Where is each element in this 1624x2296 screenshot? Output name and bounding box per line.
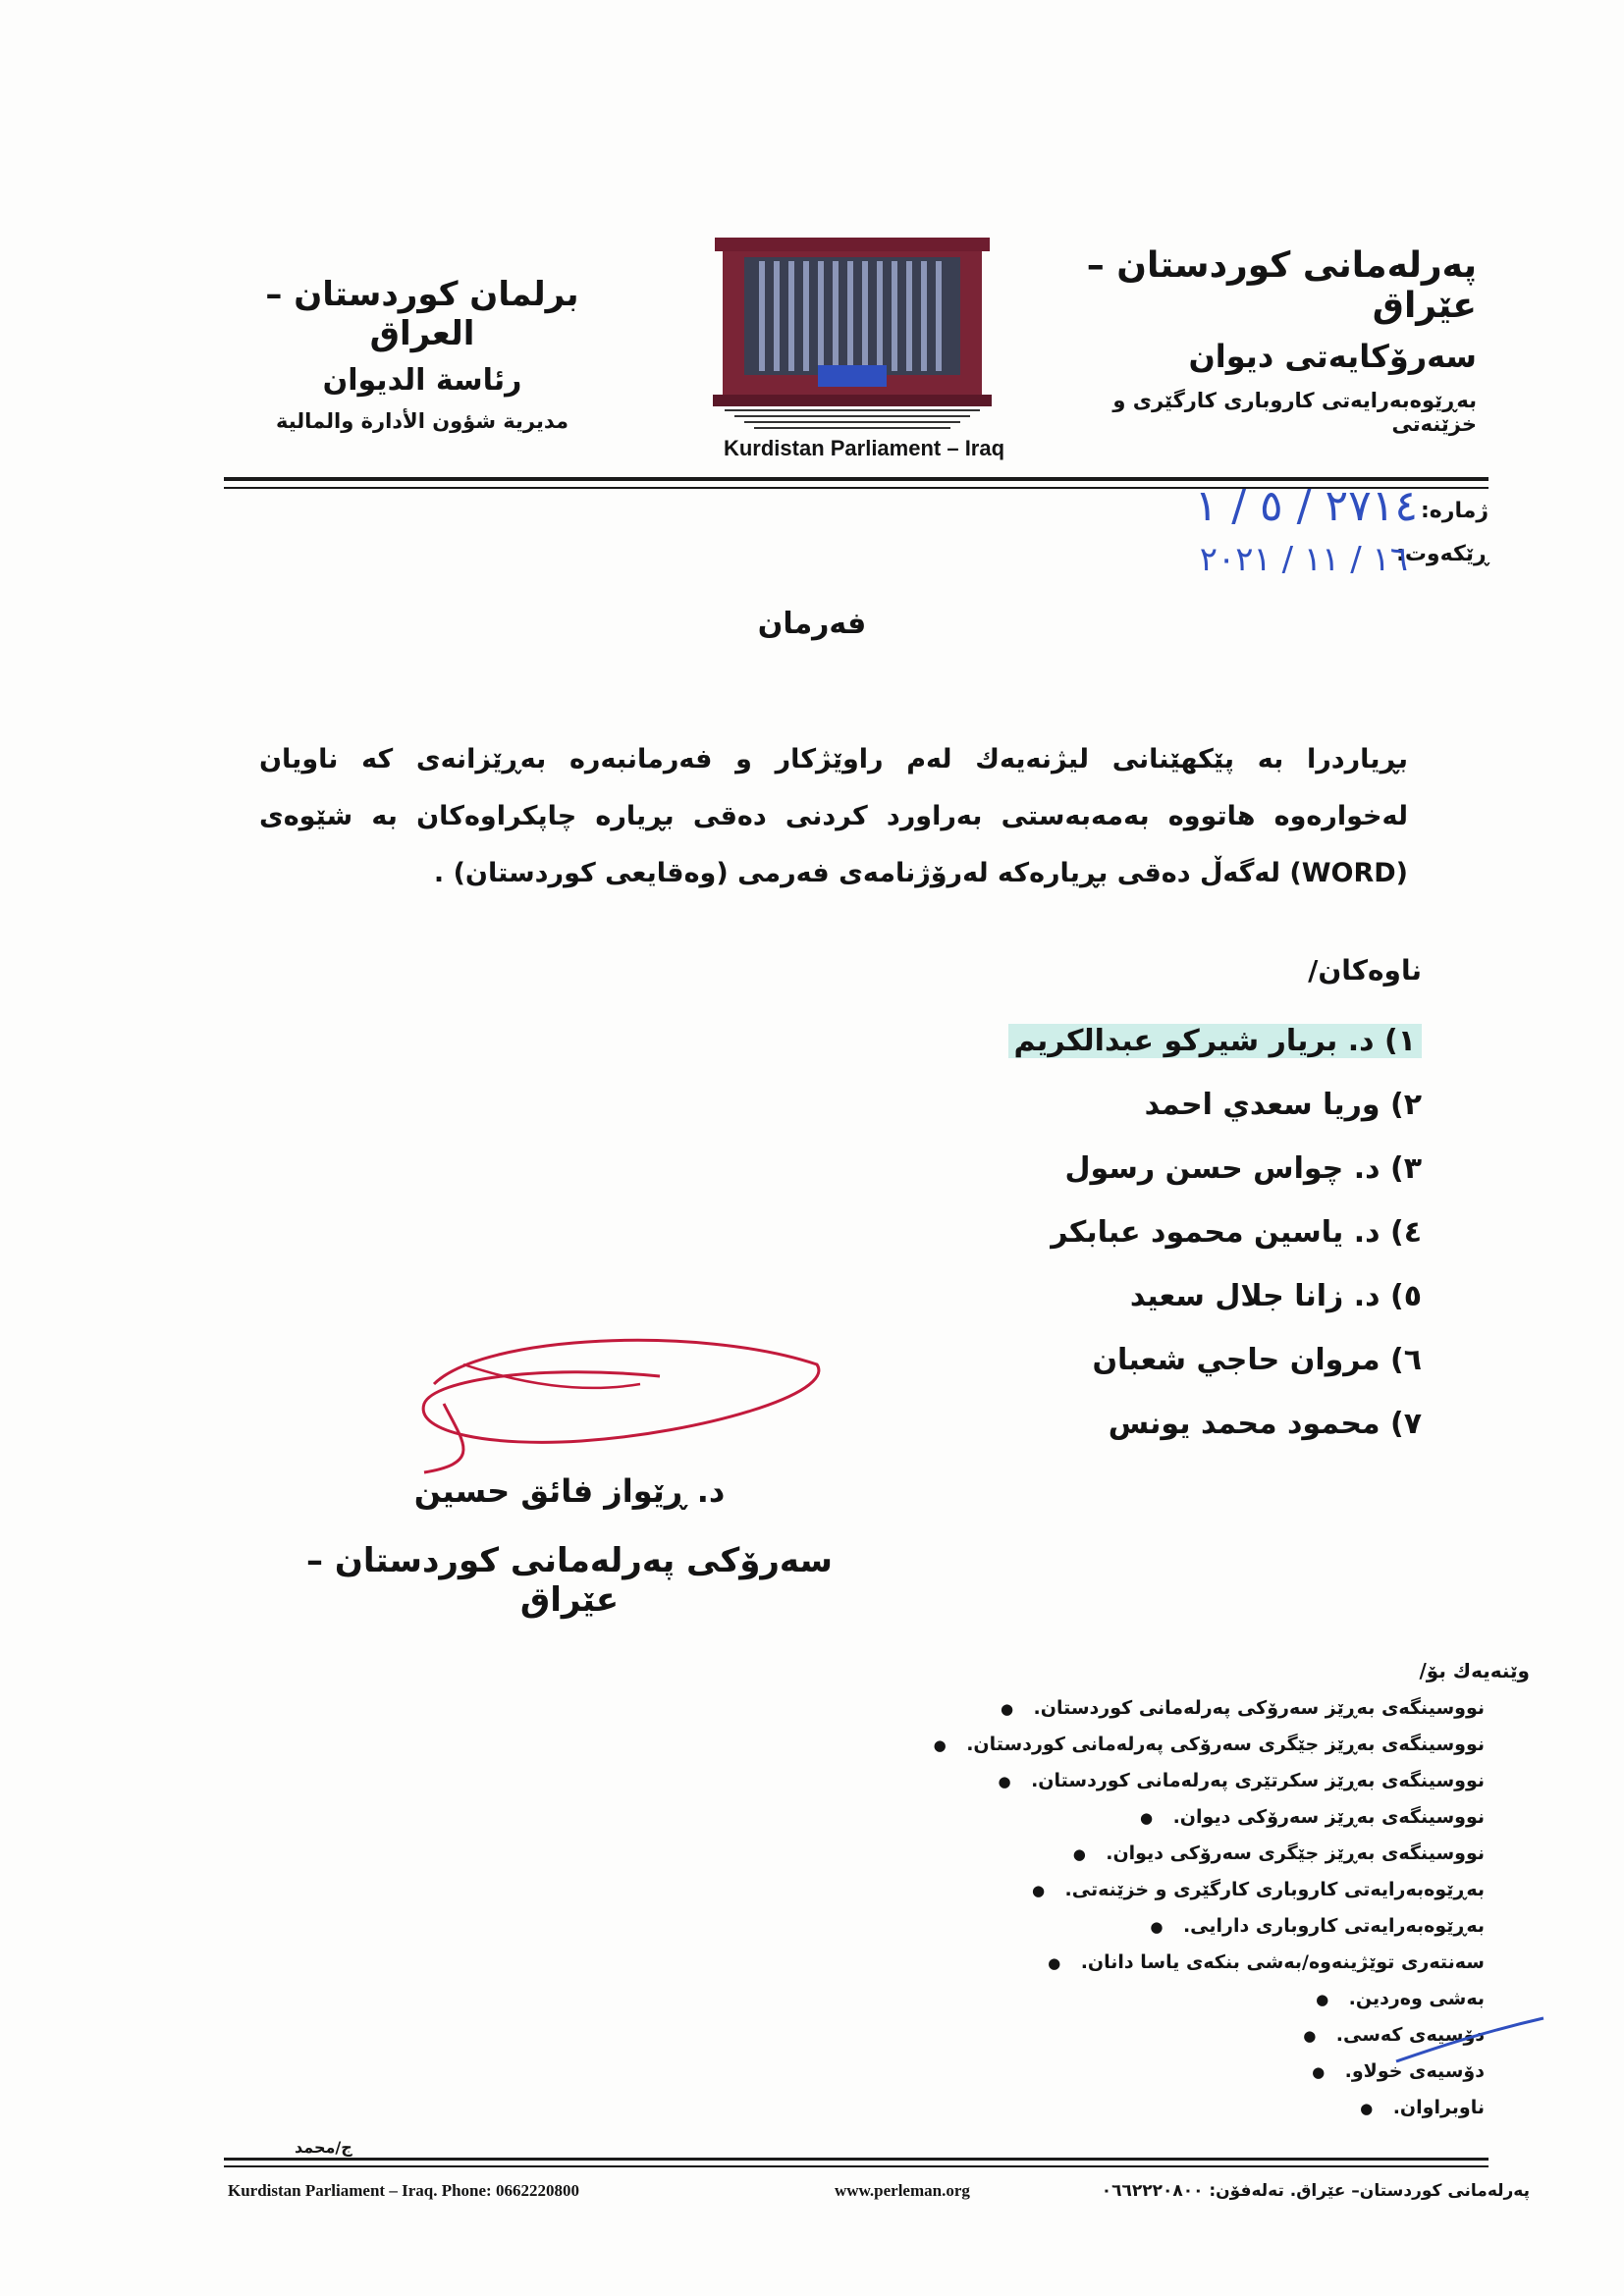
copy-item: بەشی وەردین. ● xyxy=(913,1981,1485,2017)
header-kurdish xyxy=(1045,245,1477,436)
copy-item: ناوبراوان. ● xyxy=(913,2090,1485,2126)
copy-item: نووسینگەی بەڕێز جێگری سەرۆكی دیوان. ● xyxy=(913,1836,1485,1872)
reference-number xyxy=(1421,499,1489,523)
copy-item: دۆسیەی كەسی. ● xyxy=(913,2017,1485,2054)
copy-item: دۆسیەی خولاو. ● xyxy=(913,2054,1485,2090)
copy-item: نووسینگەی بەڕێز جێگری سەرۆكی پەرلەمانی كوردستان. ● xyxy=(913,1727,1485,1763)
header-arabic-line1: برلمان كوردستان – العراق xyxy=(265,275,579,353)
footer-phone-english: Kurdistan Parliament – Iraq. Phone: 0662220800 xyxy=(228,2181,579,2200)
header-arabic xyxy=(226,275,619,433)
copies-heading: وێنەیەك بۆ/ xyxy=(1419,1659,1530,1682)
footer-phone-kurdish: پەرلەمانی كوردستان– عێراق. تەلەفۆن: ٠٦٦٢٢٢٠٨٠٠ xyxy=(1101,2181,1530,2201)
document-title: فەرمان xyxy=(757,607,867,641)
name-item xyxy=(1008,1009,1423,1073)
name-item: ٧) محمود محمد يونس xyxy=(1108,1407,1422,1441)
copy-item: نووسینگەی بەڕێز سەرۆكی دیوان. ● xyxy=(913,1799,1485,1836)
reference-date xyxy=(1396,542,1489,566)
name-item-text: ١) د. بریار شیركو عبدالكريم xyxy=(1008,1024,1423,1058)
header-kurdish-line2: سەرۆكایەتی دیوان xyxy=(1188,338,1477,375)
names-heading: ناوەكان/ xyxy=(1308,954,1422,987)
copy-item: بەڕێوەبەرایەتی كاروباری دارایی. ● xyxy=(913,1908,1485,1945)
copy-item: نووسینگەی بەڕێز سكرتێری پەرلەمانی كوردستان. ● xyxy=(913,1763,1485,1799)
header-arabic-line3: مديرية شؤون الأدارة والمالية xyxy=(275,409,569,433)
reference-number-value: ٢٧١٤ / ٥ / ١ xyxy=(1194,481,1418,531)
names-list xyxy=(1008,1009,1423,1456)
name-item: ٢) وريا سعدي احمد xyxy=(1144,1088,1422,1122)
header-arabic-line2: رئاسة الديوان xyxy=(322,363,522,398)
signatory-title: سەرۆكی پەرلەمانی كوردستان – عێراق xyxy=(306,1541,833,1620)
copy-item: نووسینگەی بەڕێز سەرۆكی پەرلەمانی كوردستان. ● xyxy=(913,1690,1485,1727)
reference-date-value: ١٦ / ١١ / ٢٠٢١ xyxy=(1199,540,1408,579)
document-body: بڕیاردرا بە پێكهێنانی لیژنەیەك لەم راوێژكار و فەرمانبەرە بەڕێزانەی كە ناویان لەخوارەوە هاتووە بەمەبەستی بەراورد كردنی دەقی بڕیارە چاپكراوەكان بە شێوەی (WORD) لەگەڵ دەقی بڕیارەكە لەرۆژنامەی فەرمی (وەقایعی كوردستان) . xyxy=(259,744,1408,888)
footer-website-link[interactable]: www.perleman.org xyxy=(835,2181,970,2200)
reference-date-label: ڕێكەوت: xyxy=(1396,542,1489,566)
copy-item: بەڕێوەبەرایەتی كاروباری كارگێری و خزێنەتی. ● xyxy=(913,1872,1485,1908)
parliament-building-logo xyxy=(705,228,1000,434)
logo-caption: Kurdistan Parliament – Iraq xyxy=(723,436,1005,460)
signatory-name: د. ڕێواز فائق حسین xyxy=(413,1472,726,1510)
header-kurdish-line1: پەرلەمانی كوردستان – عێراق xyxy=(1086,245,1477,326)
name-item: ٥) د. زانا جلال سعيد xyxy=(1129,1279,1422,1313)
name-item: ٤) د. ياسين محمود عبابكر xyxy=(1051,1215,1422,1250)
reference-number-label: ژمارە: xyxy=(1421,499,1489,523)
name-item: ٣) د. چواس حسن رسول xyxy=(1064,1151,1422,1186)
copy-item: سەنتەری توێژینەوە/بەشی بنكەی یاسا دانان. ● xyxy=(913,1945,1485,1981)
footer-rule-thick xyxy=(224,2158,1489,2161)
name-item: ٦) مروان حاجي شعبان xyxy=(1092,1343,1422,1377)
handwritten-signature xyxy=(405,1325,837,1482)
typist-initials: ج/محمد xyxy=(295,2138,352,2157)
header-kurdish-line3: بەڕێوەبەرایەتی كاروباری كارگێری و خزێنەتی xyxy=(1112,389,1477,436)
footer-rule-thin xyxy=(224,2165,1489,2167)
handwritten-tick-mark xyxy=(1386,2012,1553,2071)
